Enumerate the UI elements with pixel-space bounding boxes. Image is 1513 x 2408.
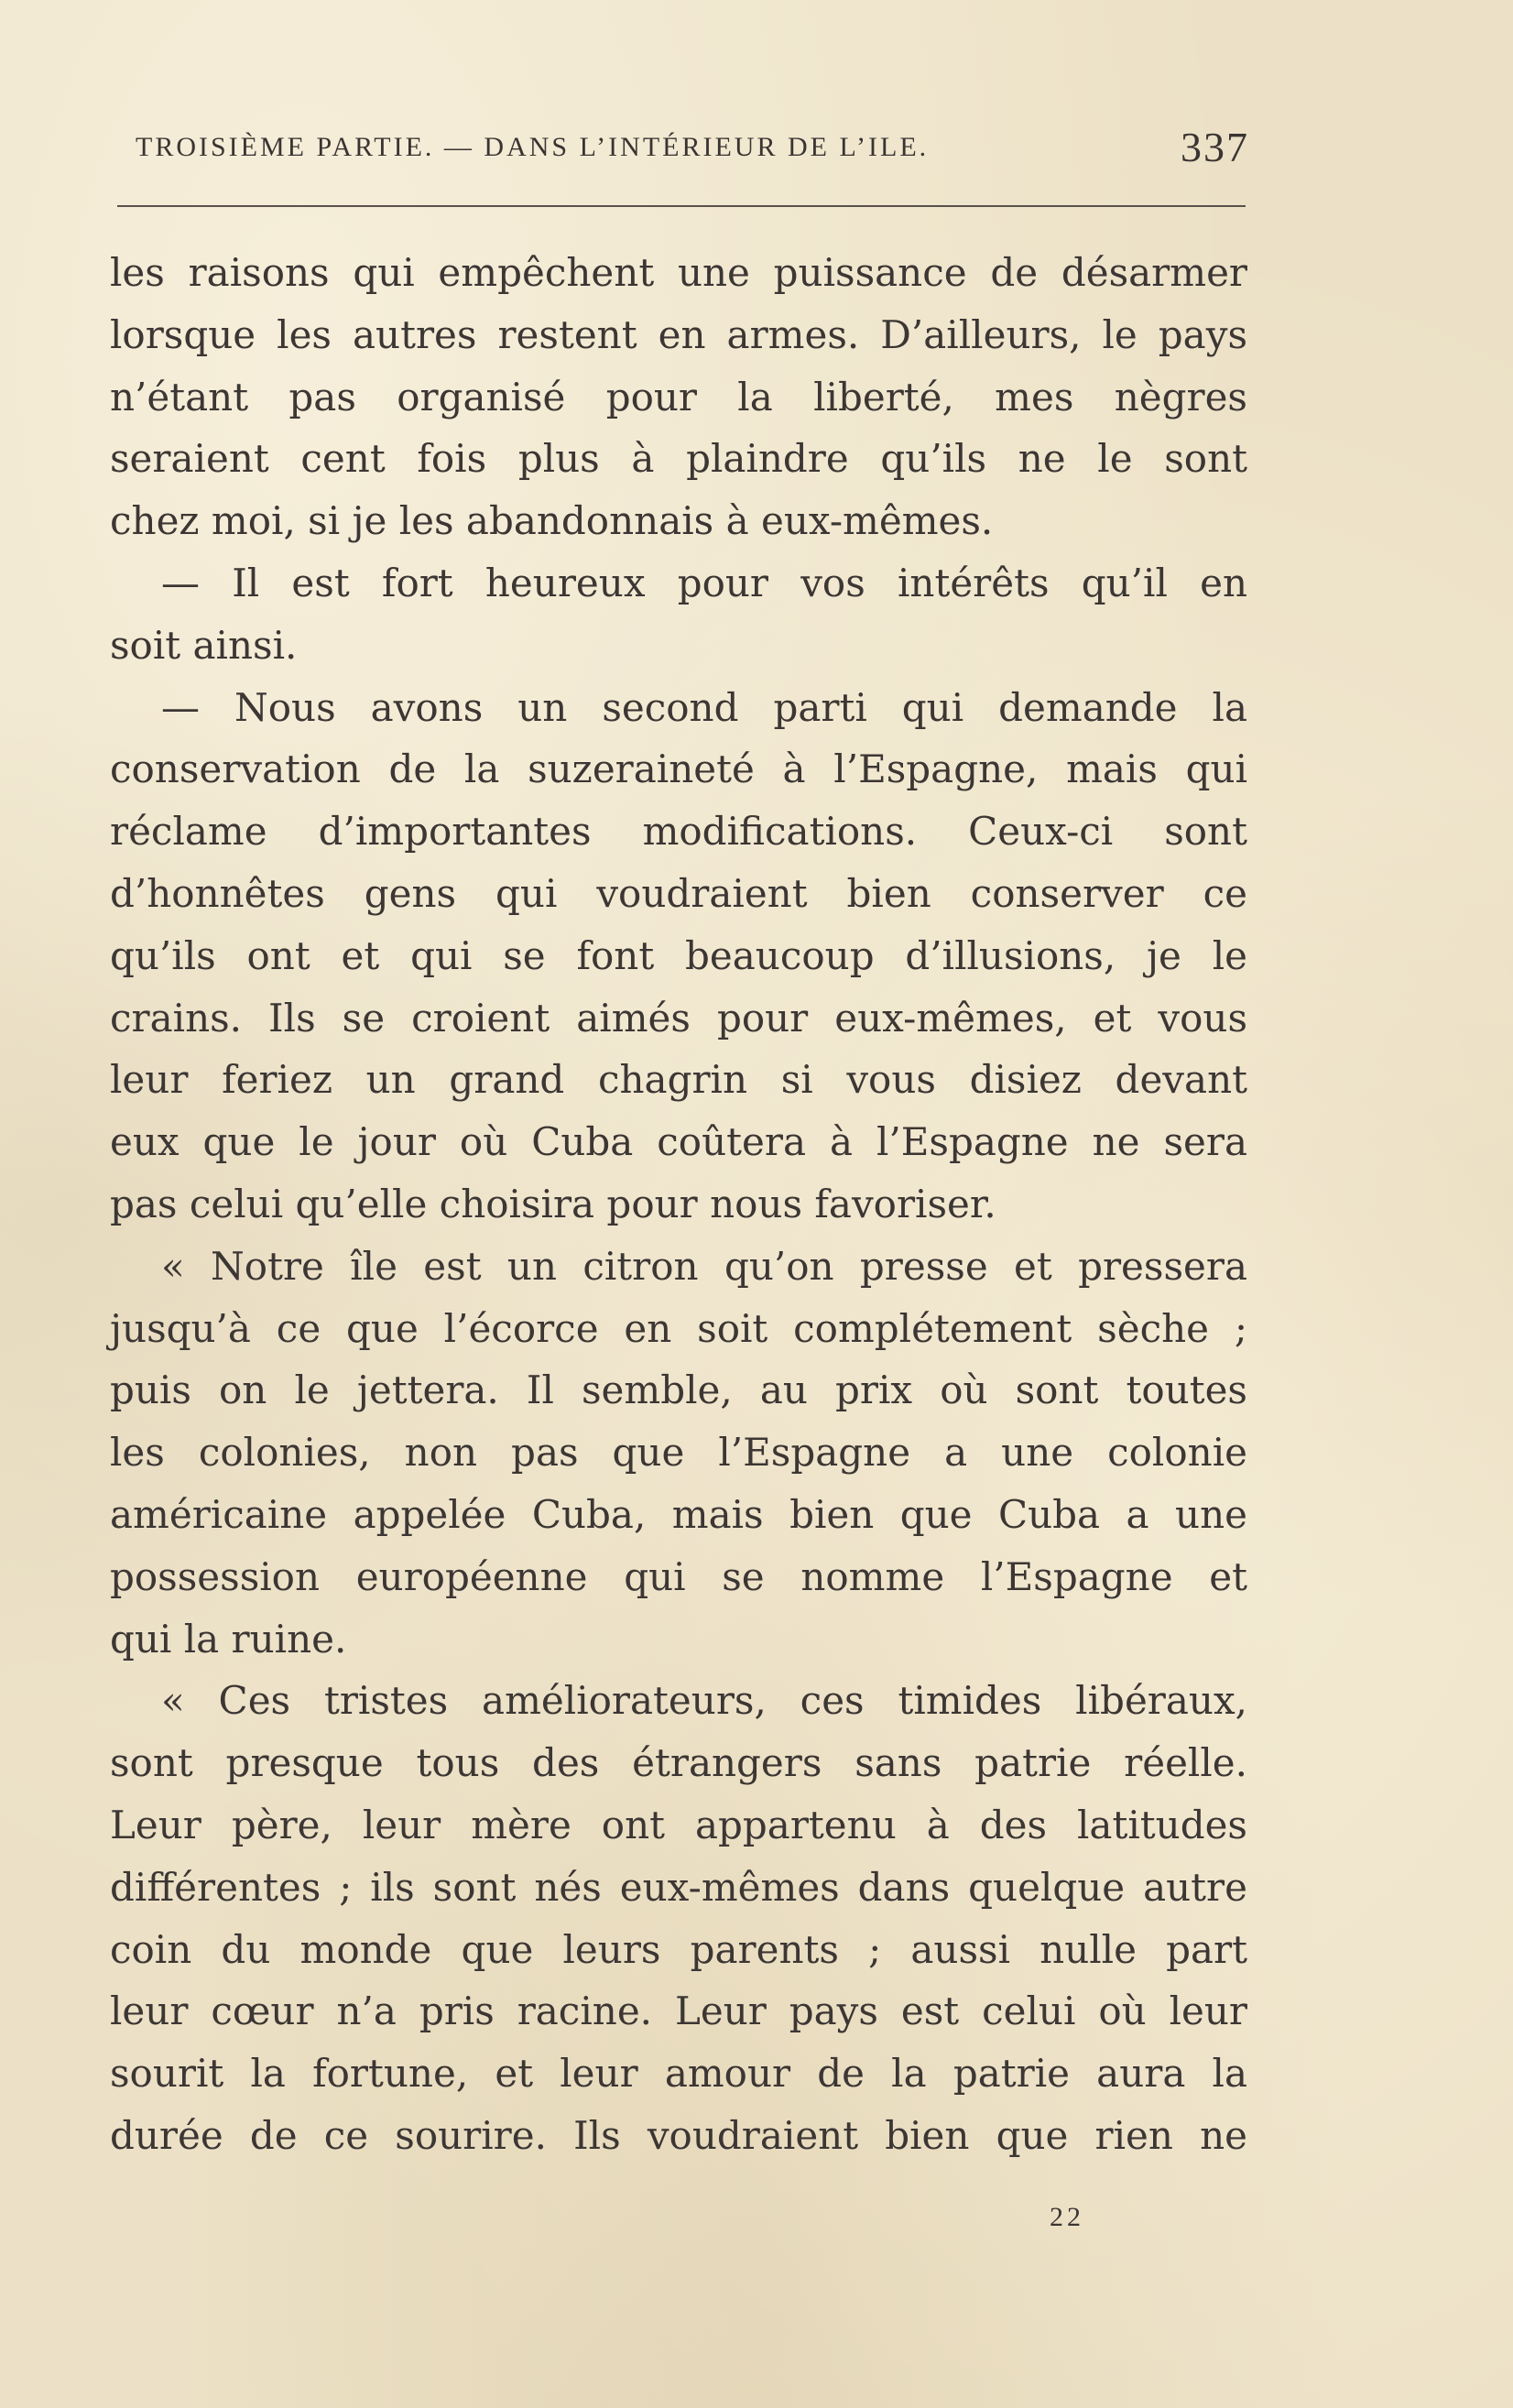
text-line: d’honnêtes gens qui voudraient bien conserver ce [110, 870, 1247, 916]
text-line: lorsque les autres restent en armes. D’ailleurs, le pays [110, 311, 1247, 357]
text-line: — Nous avons un second parti qui demande la [161, 684, 1247, 730]
page-number: 337 [1181, 124, 1249, 170]
header-rule [117, 205, 1246, 207]
text-line: possession européenne qui se nomme l’Espagne et [110, 1553, 1247, 1599]
text-line: qui la ruine. [110, 1616, 347, 1662]
text-line: réclame d’importantes modifications. Ceux-ci sont [110, 809, 1247, 855]
text-line: seraient cent fois plus à plaindre qu’ils ne le sont [110, 436, 1247, 482]
text-line: américaine appelée Cuba, mais bien que Cuba a une [110, 1491, 1247, 1537]
running-title: TROISIÈME PARTIE. — DANS L’INTÉRIEUR DE L’ILE. [136, 132, 930, 162]
text-line: chez moi, si je les abandonnais à eux-mêmes. [110, 498, 994, 544]
text-line: leur cœur n’a pris racine. Leur pays est celui où leur [110, 1989, 1247, 2034]
text-line: pas celui qu’elle choisira pour nous favoriser. [110, 1181, 996, 1226]
text-line: « Notre île est un citron qu’on presse et pressera [161, 1243, 1247, 1289]
text-line: « Ces tristes améliorateurs, ces timides libéraux, [161, 1678, 1247, 1724]
text-line: durée de ce sourire. Ils voudraient bien que rien ne [110, 2112, 1247, 2158]
text-line: n’étant pas organisé pour la liberté, mes nègres [110, 374, 1247, 419]
text-line: les colonies, non pas que l’Espagne a une colonie [110, 1430, 1247, 1476]
text-line: crains. Ils se croient aimés pour eux-mêmes, et vous [110, 995, 1247, 1041]
text-line: conservation de la suzeraineté à l’Espagne, mais qui [110, 746, 1247, 792]
text-line: — Il est fort heureux pour vos intérêts qu’il en [161, 560, 1247, 605]
signature-mark: 22 [1050, 2202, 1084, 2232]
text-line: jusqu’à ce que l’écorce en soit complétement sèche ; [110, 1305, 1247, 1351]
body-text [110, 242, 1247, 2167]
text-line: coin du monde que leurs parents ; aussi nulle part [110, 1926, 1247, 1972]
text-line: différentes ; ils sont nés eux-mêmes dans quelque autre [110, 1864, 1247, 1910]
text-line: puis on le jettera. Il semble, au prix où sont toutes [110, 1367, 1247, 1413]
page-header [110, 125, 1247, 180]
text-line: soit ainsi. [110, 622, 298, 668]
text-line: les raisons qui empêchent une puissance de désarmer [110, 250, 1247, 295]
text-line: leur feriez un grand chagrin si vous disiez devant [110, 1057, 1247, 1103]
text-line: sont presque tous des étrangers sans patrie réelle. [110, 1740, 1247, 1786]
text-line: Leur père, leur mère ont appartenu à des latitudes [110, 1802, 1247, 1847]
text-line: sourit la fortune, et leur amour de la patrie aura la [110, 2051, 1247, 2097]
text-line: eux que le jour où Cuba coûtera à l’Espagne ne sera [110, 1119, 1247, 1165]
text-line: qu’ils ont et qui se font beaucoup d’illusions, je le [110, 932, 1247, 978]
